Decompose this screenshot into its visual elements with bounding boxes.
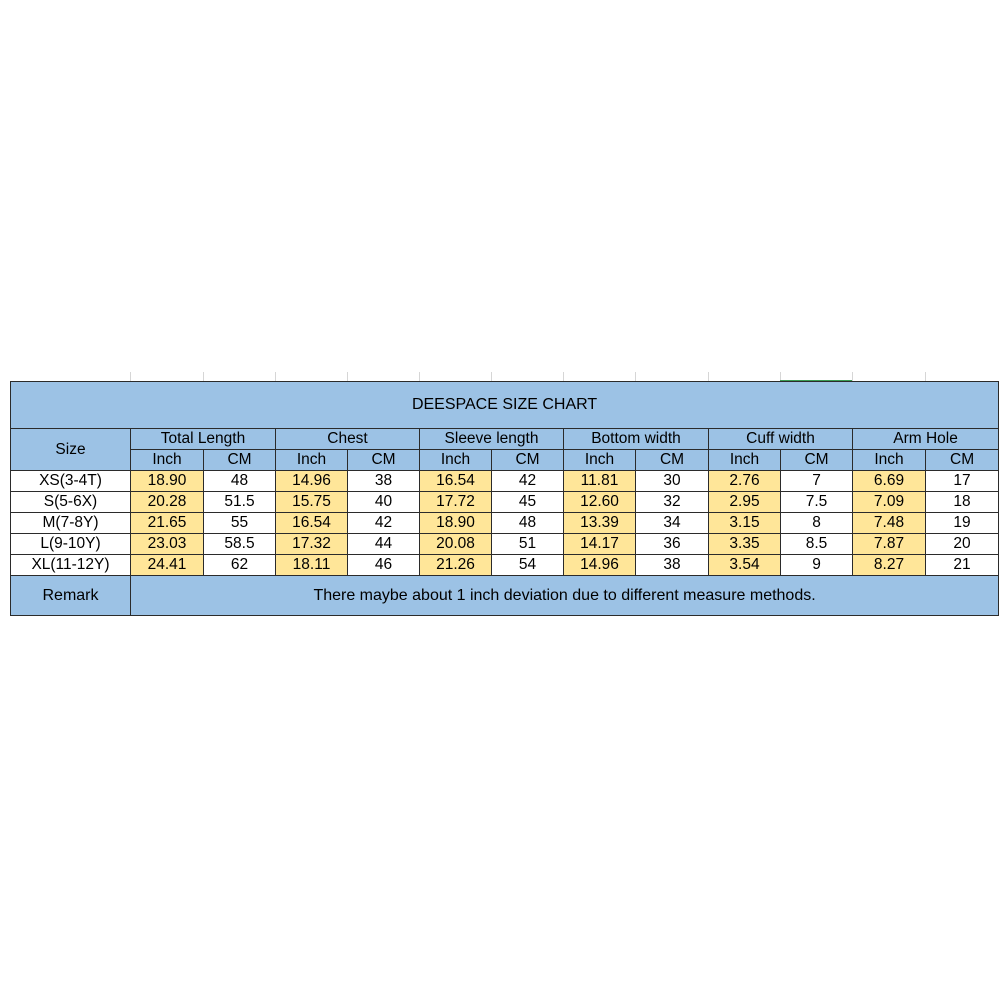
cm-value-cell: 48 xyxy=(204,471,276,492)
cm-value-cell: 36 xyxy=(636,534,709,555)
remark-label: Remark xyxy=(11,576,131,616)
unit-header-inch: Inch xyxy=(276,450,348,471)
remark-text: There maybe about 1 inch deviation due to different measure methods. xyxy=(131,576,999,616)
cm-value-cell: 7 xyxy=(781,471,853,492)
inch-value-cell: 16.54 xyxy=(420,471,492,492)
table-row xyxy=(11,471,999,492)
inch-value-cell: 7.48 xyxy=(853,513,926,534)
size-label: S(5-6X) xyxy=(11,492,131,513)
unit-header-inch: Inch xyxy=(853,450,926,471)
unit-header-inch: Inch xyxy=(709,450,781,471)
unit-header-cm: CM xyxy=(204,450,276,471)
group-header-total-length: Total Length xyxy=(131,429,276,450)
cm-value-cell: 42 xyxy=(492,471,564,492)
inch-value-cell: 18.11 xyxy=(276,555,348,576)
group-header-chest: Chest xyxy=(276,429,420,450)
inch-value-cell: 11.81 xyxy=(564,471,636,492)
cm-value-cell: 8.5 xyxy=(781,534,853,555)
inch-value-cell: 24.41 xyxy=(131,555,204,576)
inch-value-cell: 2.95 xyxy=(709,492,781,513)
unit-header-cm: CM xyxy=(636,450,709,471)
unit-header-cm: CM xyxy=(492,450,564,471)
cm-value-cell: 19 xyxy=(926,513,999,534)
cm-value-cell: 17 xyxy=(926,471,999,492)
table-row xyxy=(11,492,999,513)
size-label: M(7-8Y) xyxy=(11,513,131,534)
unit-header-cm: CM xyxy=(781,450,853,471)
cm-value-cell: 30 xyxy=(636,471,709,492)
size-chart-table xyxy=(10,381,999,616)
inch-value-cell: 14.96 xyxy=(564,555,636,576)
inch-value-cell: 3.54 xyxy=(709,555,781,576)
cm-value-cell: 45 xyxy=(492,492,564,513)
size-column-header: Size xyxy=(11,429,131,471)
size-label: XS(3-4T) xyxy=(11,471,131,492)
inch-value-cell: 23.03 xyxy=(131,534,204,555)
cm-value-cell: 51 xyxy=(492,534,564,555)
inch-value-cell: 21.26 xyxy=(420,555,492,576)
cm-value-cell: 58.5 xyxy=(204,534,276,555)
cm-value-cell: 9 xyxy=(781,555,853,576)
inch-value-cell: 14.17 xyxy=(564,534,636,555)
inch-value-cell: 18.90 xyxy=(131,471,204,492)
unit-header-inch: Inch xyxy=(420,450,492,471)
table-row xyxy=(11,513,999,534)
inch-value-cell: 18.90 xyxy=(420,513,492,534)
cm-value-cell: 46 xyxy=(348,555,420,576)
inch-value-cell: 21.65 xyxy=(131,513,204,534)
inch-value-cell: 12.60 xyxy=(564,492,636,513)
cm-value-cell: 55 xyxy=(204,513,276,534)
cm-value-cell: 32 xyxy=(636,492,709,513)
table-row xyxy=(11,555,999,576)
inch-value-cell: 17.32 xyxy=(276,534,348,555)
cm-value-cell: 42 xyxy=(348,513,420,534)
cm-value-cell: 54 xyxy=(492,555,564,576)
inch-value-cell: 20.28 xyxy=(131,492,204,513)
inch-value-cell: 3.15 xyxy=(709,513,781,534)
cm-value-cell: 20 xyxy=(926,534,999,555)
unit-header-inch: Inch xyxy=(564,450,636,471)
group-header-cuff-width: Cuff width xyxy=(709,429,853,450)
cm-value-cell: 21 xyxy=(926,555,999,576)
size-label: L(9-10Y) xyxy=(11,534,131,555)
cm-value-cell: 62 xyxy=(204,555,276,576)
table-row xyxy=(11,534,999,555)
inch-value-cell: 16.54 xyxy=(276,513,348,534)
chart-title: DEESPACE SIZE CHART xyxy=(11,382,999,429)
group-header-sleeve-length: Sleeve length xyxy=(420,429,564,450)
inch-value-cell: 6.69 xyxy=(853,471,926,492)
inch-value-cell: 15.75 xyxy=(276,492,348,513)
inch-value-cell: 8.27 xyxy=(853,555,926,576)
inch-value-cell: 20.08 xyxy=(420,534,492,555)
cm-value-cell: 44 xyxy=(348,534,420,555)
cm-value-cell: 48 xyxy=(492,513,564,534)
group-header-bottom-width: Bottom width xyxy=(564,429,709,450)
cm-value-cell: 8 xyxy=(781,513,853,534)
cm-value-cell: 51.5 xyxy=(204,492,276,513)
inch-value-cell: 7.87 xyxy=(853,534,926,555)
cm-value-cell: 38 xyxy=(348,471,420,492)
size-label: XL(11-12Y) xyxy=(11,555,131,576)
cm-value-cell: 34 xyxy=(636,513,709,534)
unit-header-cm: CM xyxy=(348,450,420,471)
inch-value-cell: 14.96 xyxy=(276,471,348,492)
cm-value-cell: 38 xyxy=(636,555,709,576)
inch-value-cell: 17.72 xyxy=(420,492,492,513)
inch-value-cell: 7.09 xyxy=(853,492,926,513)
inch-value-cell: 13.39 xyxy=(564,513,636,534)
cm-value-cell: 40 xyxy=(348,492,420,513)
inch-value-cell: 3.35 xyxy=(709,534,781,555)
unit-header-cm: CM xyxy=(926,450,999,471)
unit-header-inch: Inch xyxy=(131,450,204,471)
inch-value-cell: 2.76 xyxy=(709,471,781,492)
cm-value-cell: 7.5 xyxy=(781,492,853,513)
group-header-arm-hole: Arm Hole xyxy=(853,429,999,450)
cm-value-cell: 18 xyxy=(926,492,999,513)
